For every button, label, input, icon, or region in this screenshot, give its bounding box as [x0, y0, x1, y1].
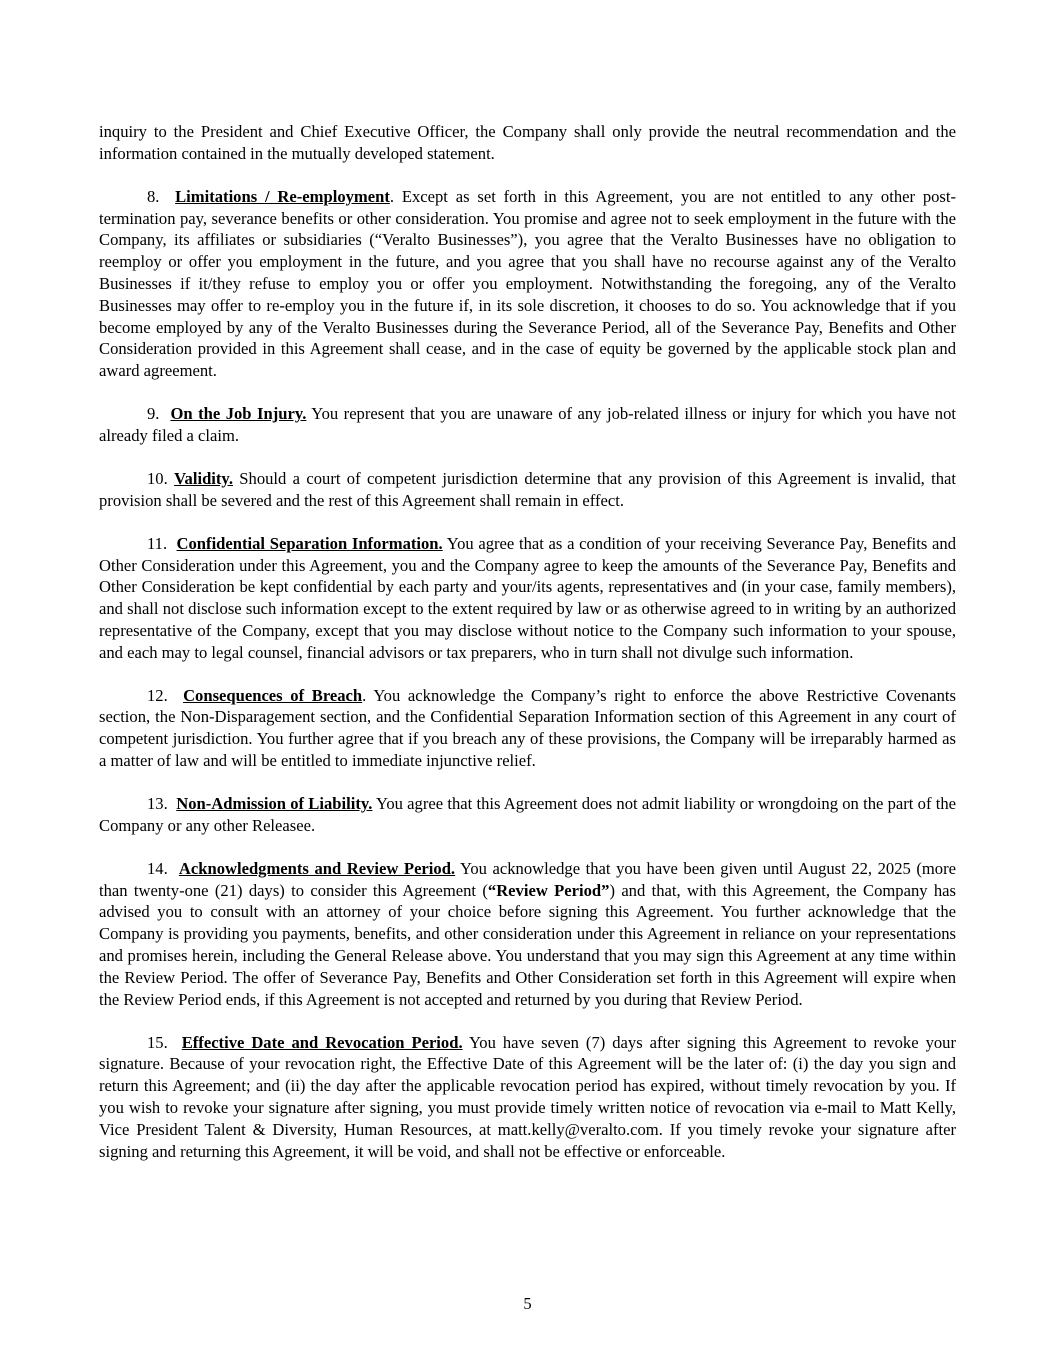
- section-number: 15.: [147, 1032, 168, 1052]
- section-9: [99, 403, 956, 447]
- section-number: 11.: [147, 533, 168, 553]
- section-12: [99, 685, 956, 772]
- section-8: [99, 186, 956, 382]
- section-15: [99, 1032, 956, 1163]
- section-number: 14.: [147, 858, 168, 878]
- section-heading-suffix: .: [362, 685, 367, 705]
- section-heading: Consequences of Breach: [183, 685, 363, 705]
- section-14: [99, 858, 956, 1011]
- section-heading: Acknowledgments and Review Period.: [178, 858, 456, 878]
- section-heading: Confidential Separation Information.: [176, 533, 443, 553]
- section-10: [99, 468, 956, 512]
- intro-paragraph: [99, 121, 956, 165]
- section-text: You agree that as a condition of your receiving Severance Pay, Benefits and Other Consideration under this Agreement, you and the Company agree to keep the amounts of the Severance Pay, Benefits and Other Consideration be kept confidential by each party and your/its agents, representatives and (in your case, family members), and shall not disclose such information except to the extent required by law or as otherwise agreed to in writing by an authorized representative of the Company, except that you may disclose without notice to the Company such information to your spouse, and each may to legal counsel, financial advisors or tax preparers, who in turn shall not divulge such information.: [99, 533, 957, 662]
- section-heading: Validity.: [174, 468, 233, 488]
- section-number: 9.: [147, 404, 160, 424]
- page-number: 5: [523, 1294, 532, 1313]
- section-13: [99, 793, 956, 837]
- section-number: 8.: [147, 186, 160, 206]
- section-number: 10.: [147, 468, 168, 488]
- section-heading: Non-Admission of Liability.: [176, 794, 373, 814]
- document-body: [99, 121, 956, 1184]
- section-heading: On the Job Injury.: [170, 404, 307, 424]
- section-text: Except as set forth in this Agreement, you are not entitled to any other post-termination pay, severance benefits or other consideration. You promise and agree not to seek employment in the future with the Company, its affiliates or subsidiaries (“Veralto Businesses”), you agree that the Veralto Businesses have no obligation to reemploy or offer you employment in the future, and you agree that you shall have no recourse against any of the Veralto Businesses if it/they refuse to employ you or offer you employment. Notwithstanding the foregoing, any of the Veralto Businesses may offer to re-employ you in the future if, in its sole discretion, it chooses to do so. You acknowledge that if you become employed by any of the Veralto Businesses during the Severance Period, all of the Severance Pay, Benefits and Other Consideration provided in this Agreement shall cease, and in the case of equity be governed by the applicable stock plan and award agreement.: [99, 186, 957, 381]
- section-text: You represent that you are unaware of any job-related illness or injury for which you have not already filed a claim.: [99, 404, 957, 445]
- section-number: 13.: [147, 794, 168, 814]
- section-number: 12.: [147, 685, 168, 705]
- defined-term-review-period: “Review Period”: [487, 880, 610, 900]
- section-text-after: ) and that, with this Agreement, the Company has advised you to consult with an attorney of your choice before signing this Agreement. You further acknowledge that the Company is providing you payments, benefits, and other consideration under this Agreement in reliance on your representations and promises herein, including the General Release above. You understand that you may sign this Agreement at any time within the Review Period. The offer of Severance Pay, Benefits and Other Consideration set forth in this Agreement will expire when the Review Period ends, if this Agreement is not accepted and returned by you during that Review Period.: [99, 880, 956, 1009]
- intro-text: inquiry to the President and Chief Executive Officer, the Company shall only provide the neutral recommendation and the information contained in the mutually developed statement.: [99, 122, 956, 163]
- section-text: You agree that this Agreement does not admit liability or wrongdoing on the part of the Company or any other Releasee.: [99, 794, 957, 835]
- section-text: Should a court of competent jurisdiction determine that any provision of this Agreement is invalid, that provision shall be severed and the rest of this Agreement shall remain in effect.: [99, 468, 956, 510]
- section-heading-suffix: .: [389, 186, 395, 206]
- section-text: You have seven (7) days after signing this Agreement to revoke your signature. Because of your revocation right, the Effective Date of this Agreement will be the later of: (i) the day you sign and return this Agreement; and (ii) the day after the applicable revocation period has expired, without timely revocation by you. If you wish to revoke your signature after signing, you must provide timely written notice of revocation via e-mail to Matt Kelly, Vice President Talent & Diversity, Human Resources, at matt.kelly@veralto.com. If you timely revoke your signature after signing and returning this Agreement, it will be void, and shall not be effective or enforceable.: [99, 1032, 956, 1161]
- section-text-before: You acknowledge that you have been given until August 22, 2025 (more than twenty-one (21) days) to consider this Agreement (: [99, 858, 956, 900]
- section-heading: Effective Date and Revocation Period.: [181, 1032, 463, 1052]
- section-11: [99, 533, 956, 664]
- section-heading: Limitations / Re-employment: [175, 186, 390, 206]
- section-text: You acknowledge the Company’s right to enforce the above Restrictive Covenants section, the Non-Disparagement section, and the Confidential Separation Information section of this Agreement in any court of competent jurisdiction. You further agree that if you breach any of these provisions, the Company will be irreparably harmed as a matter of law and will be entitled to immediate injunctive relief.: [99, 685, 956, 771]
